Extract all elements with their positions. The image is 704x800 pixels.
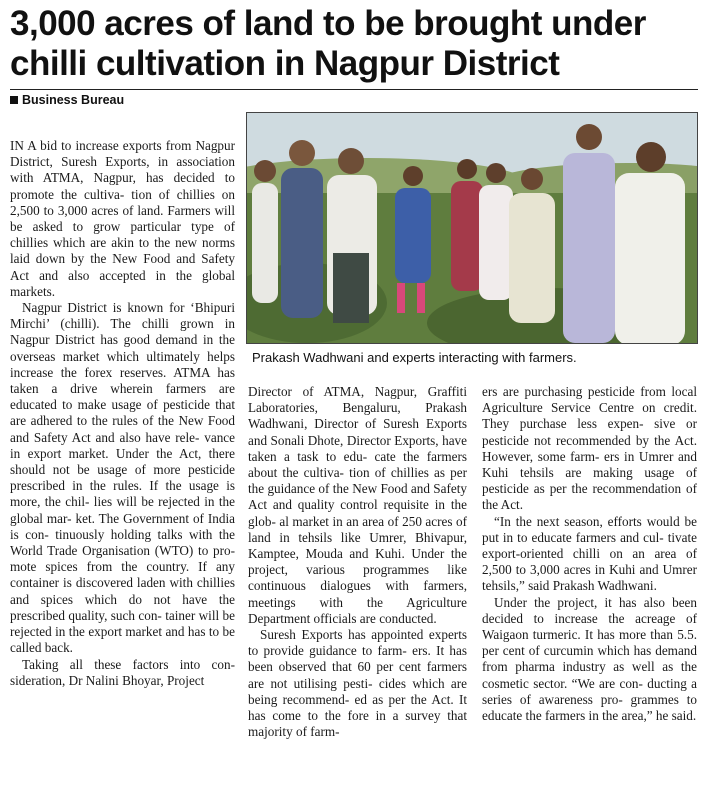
- farmers-photo-illustration: [247, 113, 698, 344]
- paragraph: “In the next season, efforts would be put in to educate farmers and cul- tivate export-oriented chilli on an area of 2,500 to 3,000 acres in Kuhi and Umrer tehsils,” said Prakash Wadhwani.: [482, 513, 697, 594]
- article-column-1: [10, 138, 235, 689]
- paragraph: ers are purchasing pesticide from local Agriculture Service Centre on credit. They purchase less expen- sive or pesticide not recommended by the Act. However, some farm- ers in Umrer and Kuhi tehsils are making usage of pesticide as per the recommendation of the Act.: [482, 384, 697, 513]
- article-photo: [246, 112, 698, 344]
- paragraph: Director of ATMA, Nagpur, Graffiti Laboratories, Bengaluru, Prakash Wadhwani, Director of Suresh Exports and Sonali Dhote, Director Exports, have taken a task to edu- cate the farmers about the cultiva- tion of chillies as per the guidance of the New Food and Safety Act and quality control requisite in the glob- al market in an area of 250 acres of land in tehsils like Umrer, Bhivapur, Kamptee, Mouda and Kuhi. Under the project, various programmes like continuous dialogues with farmers, meetings with the Agriculture Department officials are conducted.: [248, 384, 467, 626]
- article-column-2: [248, 384, 467, 740]
- byline: [10, 93, 124, 107]
- paragraph: Under the project, it has also been decided to increase the acreage of Waigaon turmeric. It has more than 5.5. per cent of curcumin which has demand from pharma industry as well as the cosmetic sector. “We are con- ducting a series of awareness pro- grammes to educate the farmers in the area,” he said.: [482, 594, 697, 724]
- paragraph: Taking all these factors into con- sideration, Dr Nalini Bhoyar, Project: [10, 656, 235, 688]
- headline: [10, 4, 700, 84]
- article-column-3: [482, 384, 697, 724]
- headline-line-2: chilli cultivation in Nagpur District: [10, 44, 560, 83]
- paragraph: Nagpur District is known for ‘Bhipuri Mirchi’ (chilli). The chilli grown in Nagpur District has good demand in the overseas market which ultimately helps increase the forex reserves. ATMA has taken a drive wherein farmers are educated to make usage of pesticide that are adhered to the rules of the New Food and Safety Act and also have rele- vance in export market. Under the Act, there should not be usage of more pesticide prescribed in the rules. If the usage is more, the chil- lies will be rejected in the global mar- ket. The Government of India is con- tinuously holding talks with the World Trade Organisation (WTO) to pro- mote spices from the country. If any container is discovered laden with chillies and spices which do not have the prescribed quality, such con- tainer will be rejected in the export market and has to be called back.: [10, 300, 235, 656]
- headline-line-1: 3,000 acres of land to be brought under: [10, 4, 646, 43]
- paragraph: IN A bid to increase exports from Nagpur District, Suresh Exports, in association with ATMA, Nagpur, has decided to promote the cultiva- tion of chillies on 2,500 to 3,000 acres of land. Farmers will be asked to grow particular type of chillies which are akin to the new norms laid down by the New Food and Safety Act and also accepted in the global markets.: [10, 138, 235, 299]
- photo-caption: Prakash Wadhwani and experts interacting with farmers.: [246, 344, 698, 372]
- paragraph: Suresh Exports has appointed experts to provide guidance to farm- ers. It has been observed that 60 per cent farmers are not utilising pesti- cides which are being recommend- ed as per the Act. It has come to the fore in a survey that majority of farm-: [248, 627, 467, 740]
- byline-text: Business Bureau: [22, 93, 125, 107]
- byline-square-icon: [10, 96, 18, 104]
- headline-rule: [10, 89, 698, 90]
